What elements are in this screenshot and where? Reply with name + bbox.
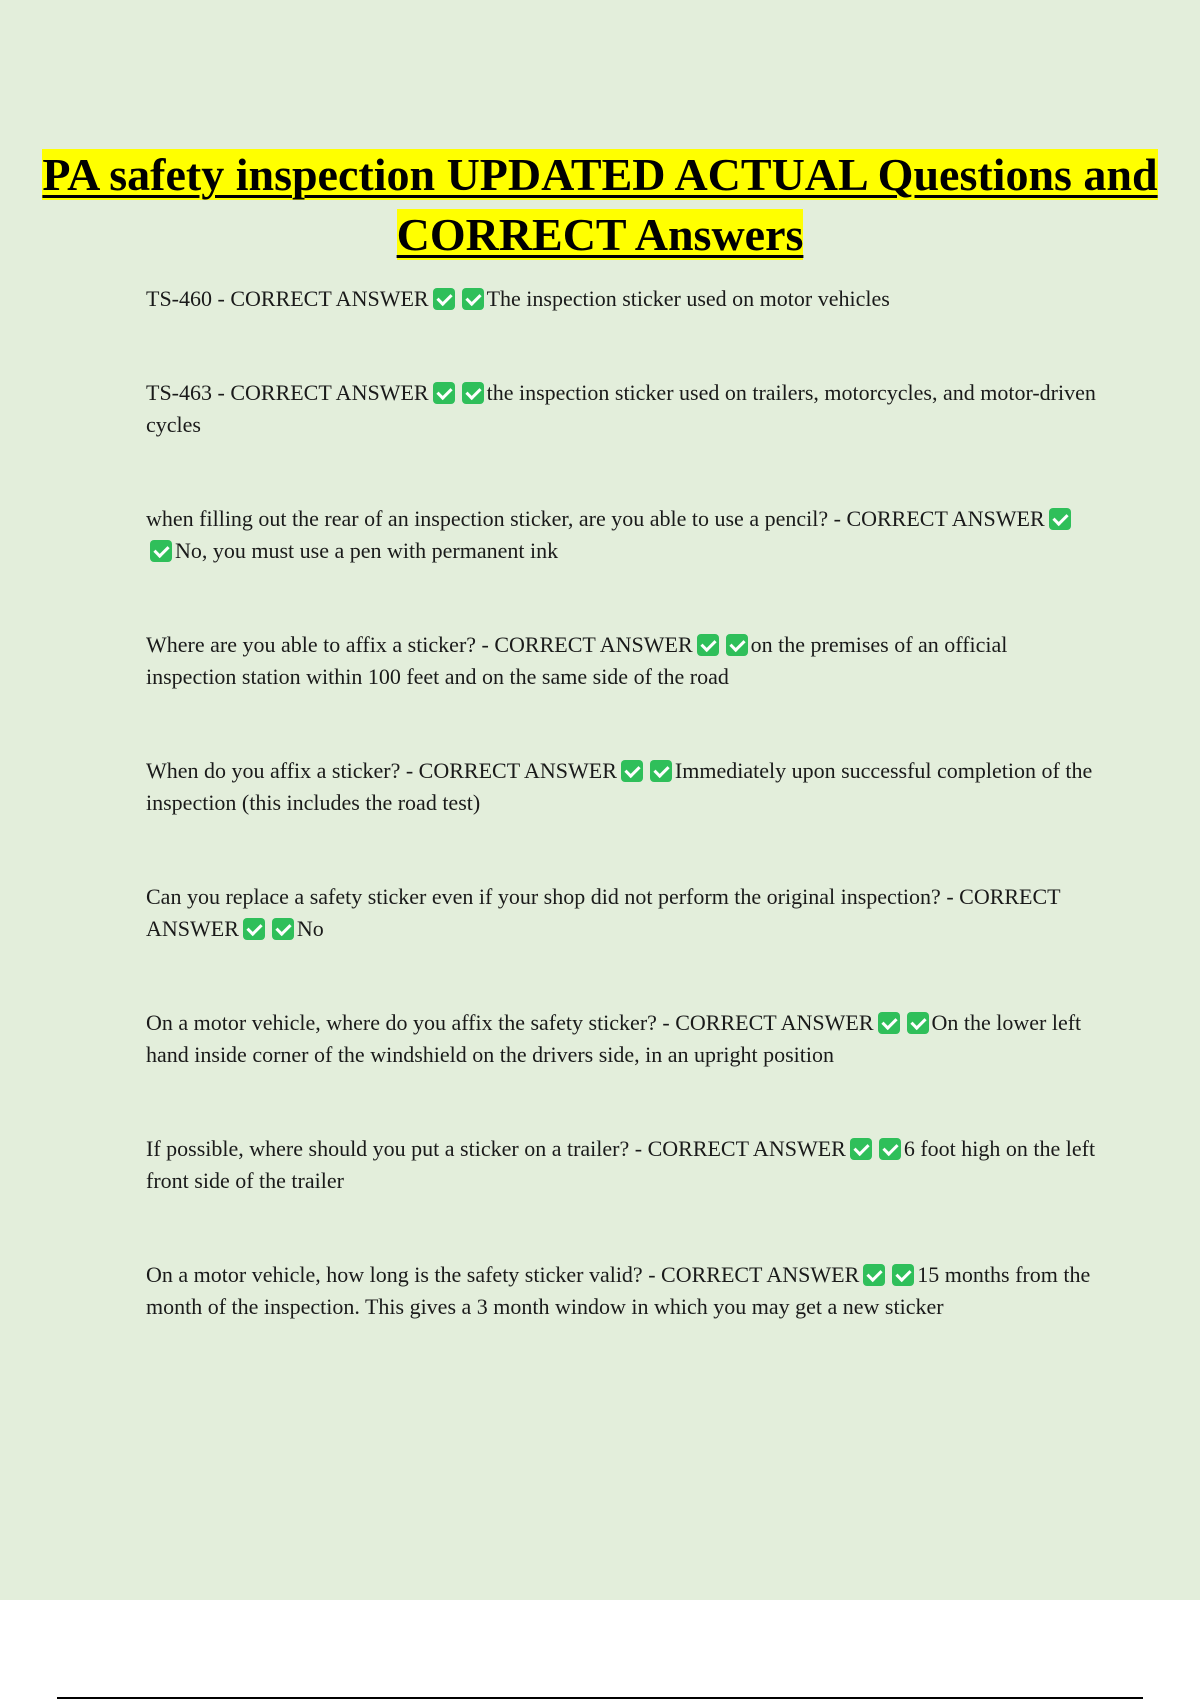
qa-item: On a motor vehicle, where do you affix the safety sticker? - CORRECT ANSWER On the lower left hand inside corner of the windshield on the drivers side, in an upright position <box>146 1010 1082 1067</box>
question-text: TS-460 <box>146 286 212 311</box>
qa-item: TS-460 - CORRECT ANSWER The inspection sticker used on motor vehicles <box>146 286 890 311</box>
check-mark-icon <box>621 760 643 782</box>
qa-item: TS-463 - CORRECT ANSWER the inspection sticker used on trailers, motorcycles, and motor-driven cycles <box>146 380 1096 437</box>
question-text: Can you replace a safety sticker even if your shop did not perform the original inspection? <box>146 884 941 909</box>
check-mark-icon <box>907 1012 929 1034</box>
answer-label: CORRECT ANSWER <box>230 380 429 405</box>
answer-label: CORRECT ANSWER <box>675 1010 874 1035</box>
answer-label: CORRECT ANSWER <box>846 506 1045 531</box>
qa-list <box>146 283 1096 1385</box>
question-text: Where are you able to affix a sticker? <box>146 632 477 657</box>
check-mark-icon <box>462 288 484 310</box>
check-mark-icon <box>462 382 484 404</box>
qa-item: When do you affix a sticker? - CORRECT ANSWER Immediately upon successful completion of the inspection (this includes the road test) <box>146 758 1093 815</box>
answer-text: No <box>296 916 324 941</box>
answer-text: On the lower left hand inside corner of the windshield on the drivers side, in an upright position <box>146 1010 1082 1067</box>
check-mark-icon <box>879 1138 901 1160</box>
qa-item: Where are you able to affix a sticker? - CORRECT ANSWER on the premises of an official inspection station within 100 feet and on the same side of the road <box>146 632 1008 689</box>
answer-text: 6 foot high on the left front side of the trailer <box>146 1136 1096 1193</box>
answer-text: No, you must use a pen with permanent ink <box>175 538 559 563</box>
question-text: On a motor vehicle, where do you affix the safety sticker? <box>146 1010 657 1035</box>
check-mark-icon <box>726 634 748 656</box>
check-mark-icon <box>272 918 294 940</box>
document-title: PA safety inspection UPDATED ACTUAL Questions and CORRECT Answers <box>42 149 1158 260</box>
answer-label: CORRECT ANSWER <box>418 758 617 783</box>
footer-divider <box>57 1697 1143 1699</box>
check-mark-icon <box>697 634 719 656</box>
question-text: when filling out the rear of an inspection sticker, are you able to use a pencil? <box>146 506 829 531</box>
check-mark-icon <box>433 288 455 310</box>
check-mark-icon <box>878 1012 900 1034</box>
question-text: If possible, where should you put a sticker on a trailer? <box>146 1136 630 1161</box>
answer-text: Immediately upon successful completion of the inspection (this includes the road test) <box>146 758 1093 815</box>
check-mark-icon <box>850 1138 872 1160</box>
check-mark-icon <box>433 382 455 404</box>
answer-text: The inspection sticker used on motor vehicles <box>486 286 890 311</box>
check-mark-icon <box>150 540 172 562</box>
answer-label: CORRECT ANSWER <box>230 286 429 311</box>
check-mark-icon <box>1049 508 1071 530</box>
question-text: On a motor vehicle, how long is the safety sticker valid? <box>146 1262 643 1287</box>
answer-label: CORRECT ANSWER <box>494 632 693 657</box>
question-text: When do you affix a sticker? <box>146 758 401 783</box>
check-mark-icon <box>650 760 672 782</box>
check-mark-icon <box>243 918 265 940</box>
qa-item: when filling out the rear of an inspection sticker, are you able to use a pencil? - CORRECT ANSWERNo, you must use a pen with permanent ink <box>146 503 1096 567</box>
answer-label: CORRECT ANSWER <box>146 884 1061 941</box>
check-mark-icon <box>863 1264 885 1286</box>
qa-item: On a motor vehicle, how long is the safety sticker valid? - CORRECT ANSWER 15 months from the month of the inspection. This gives a 3 month window in which you may get a new sticker <box>146 1262 1091 1319</box>
answer-label: CORRECT ANSWER <box>661 1262 860 1287</box>
qa-item: Can you replace a safety sticker even if your shop did not perform the original inspection? - CORRECT ANSWER No <box>146 884 1061 941</box>
answer-label: CORRECT ANSWER <box>647 1136 846 1161</box>
answer-text: the inspection sticker used on trailers, motorcycles, and motor-driven cycles <box>146 380 1096 437</box>
qa-item: If possible, where should you put a sticker on a trailer? - CORRECT ANSWER 6 foot high on the left front side of the trailer <box>146 1136 1096 1193</box>
check-mark-icon <box>892 1264 914 1286</box>
answer-text: on the premises of an official inspection station within 100 feet and on the same side of the road <box>146 632 1008 689</box>
title-block <box>0 145 1200 265</box>
answer-text: 15 months from the month of the inspection. This gives a 3 month window in which you may get a new sticker <box>146 1262 1091 1319</box>
question-text: TS-463 <box>146 380 212 405</box>
